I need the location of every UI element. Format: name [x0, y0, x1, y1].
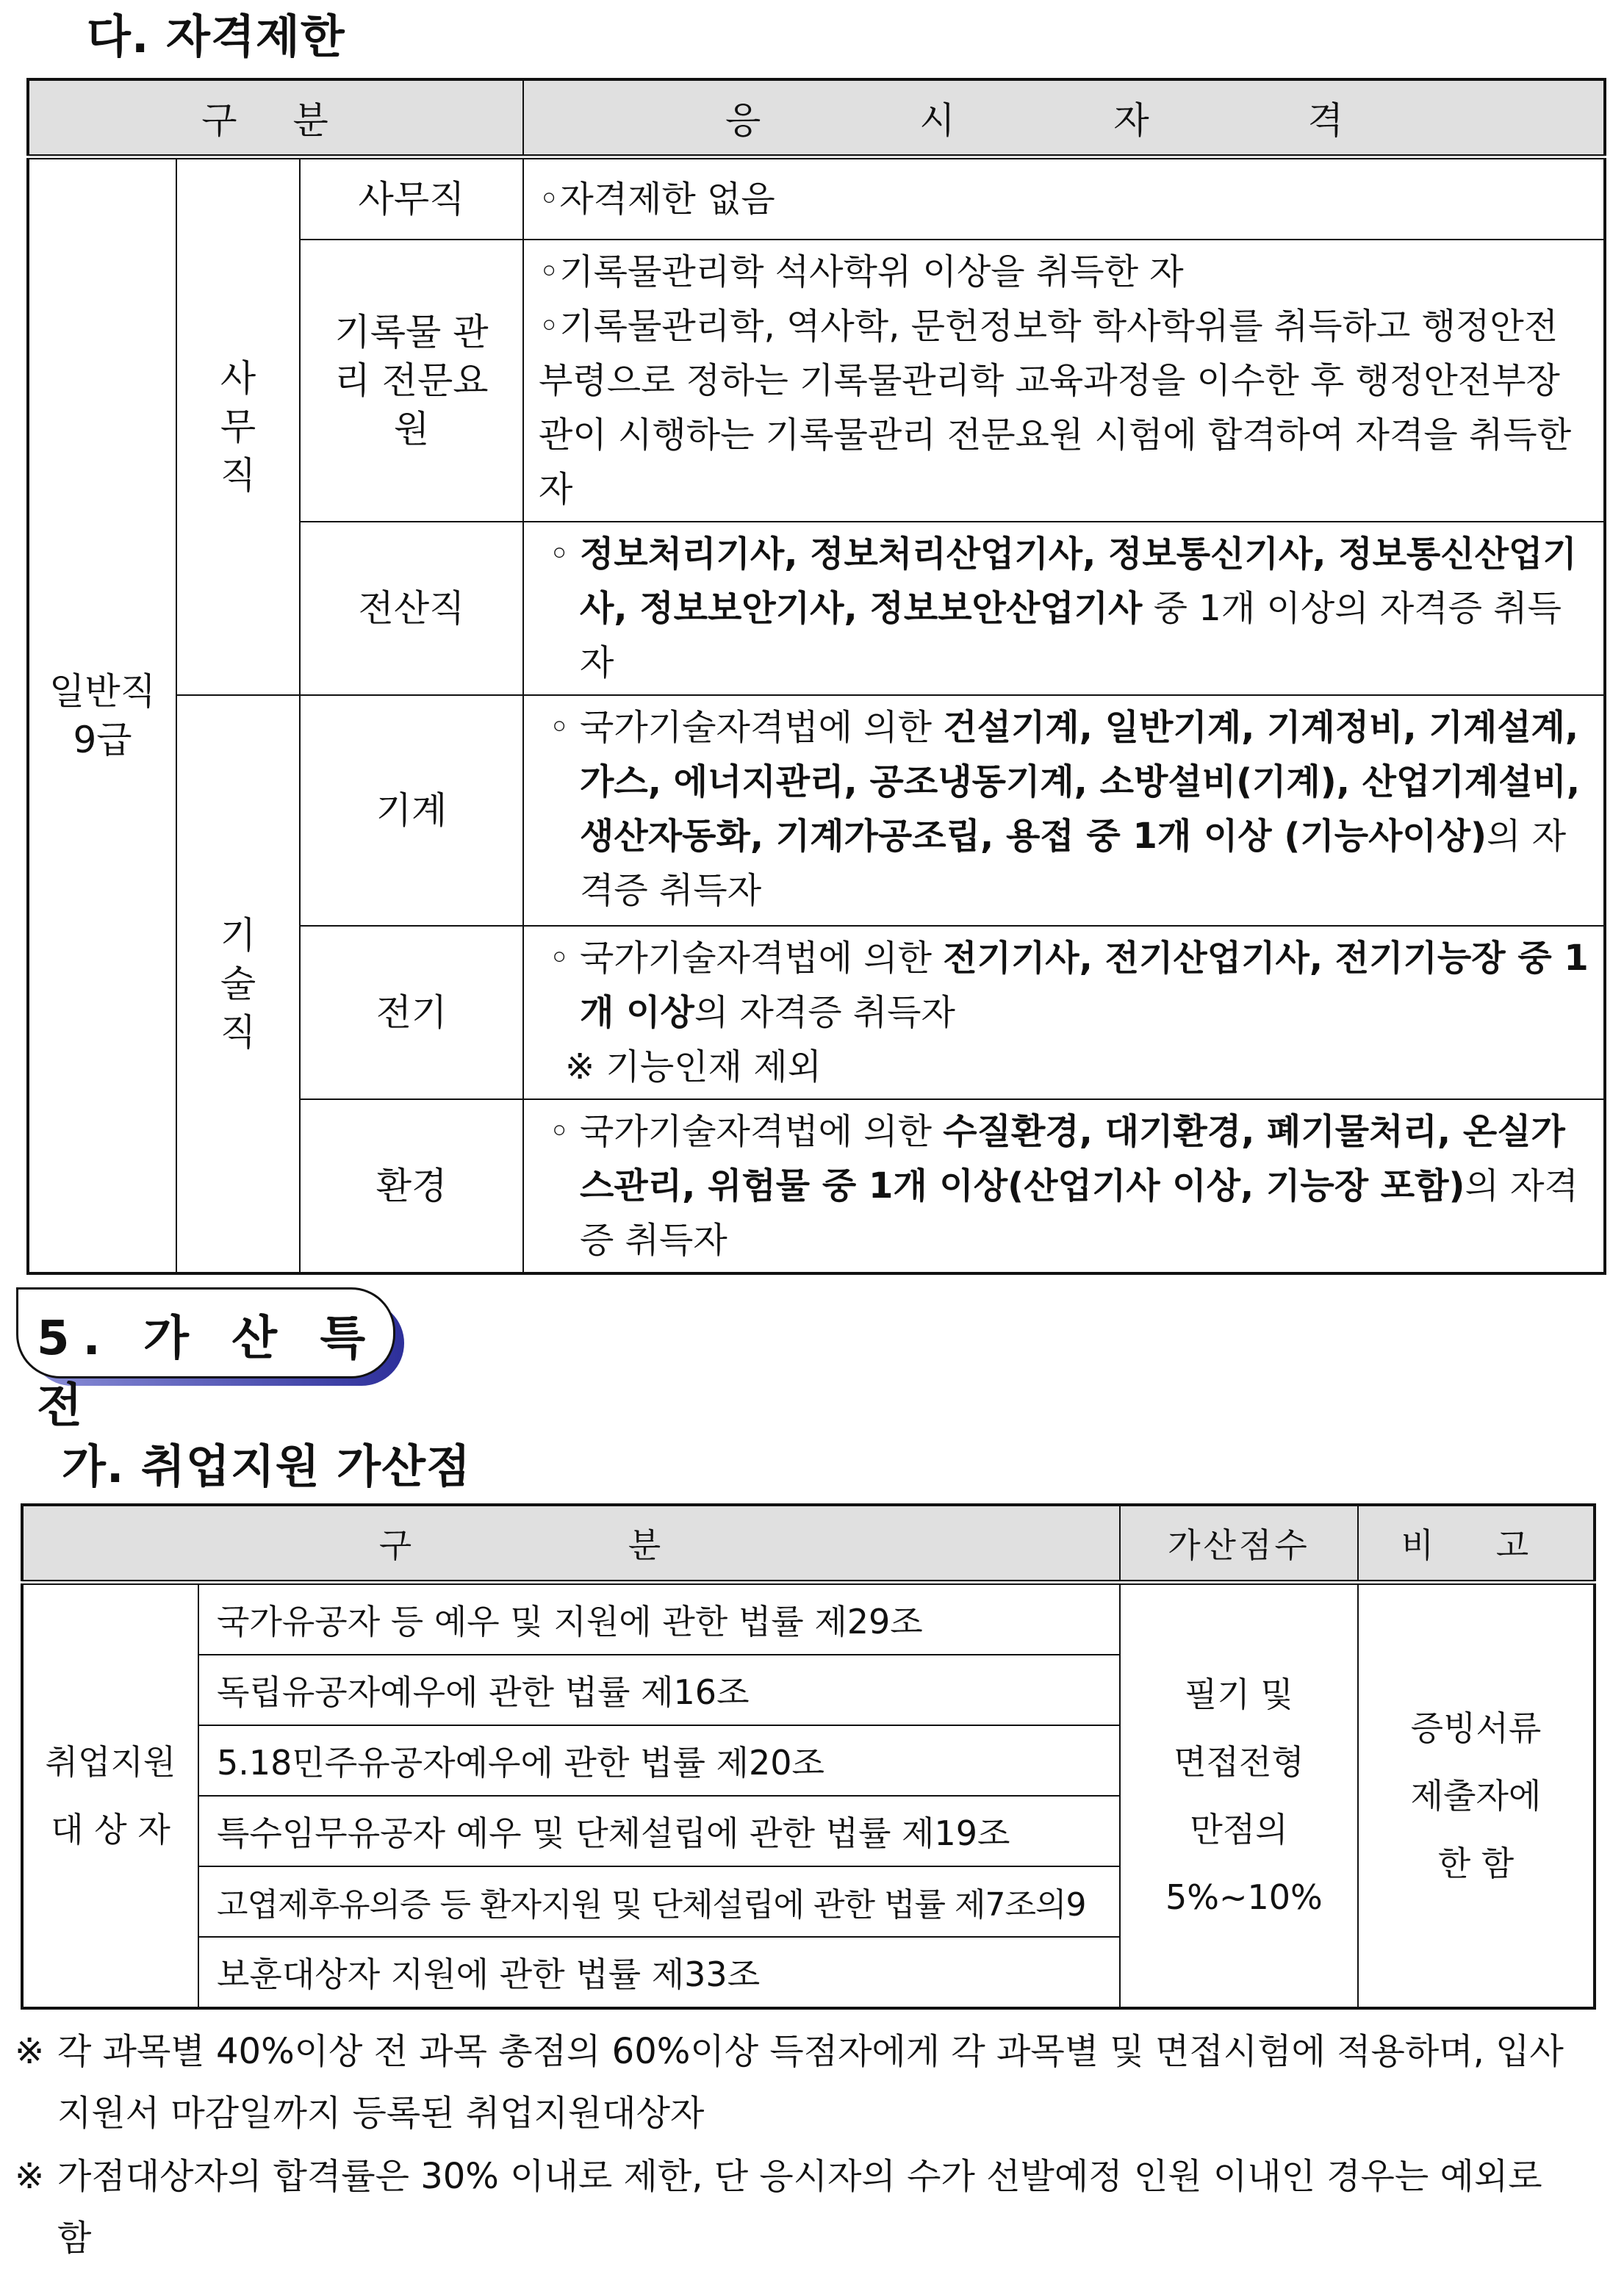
section-5-title-box	[16, 1287, 406, 1434]
header-category: 구 분	[28, 79, 523, 157]
row-name-office: 사무직	[300, 157, 523, 240]
sub-heading-bonus: 가. 취업지원 가산점	[62, 1439, 471, 1493]
row-qual-records: ◦기록물관리학 석사학위 이상을 취득한 자 ◦기록물관리학, 역사학, 문헌정보학 학사학위를 취득하고 행정안전부령으로 정하는 기록물관리학 교육과정을 이수한 후 행정안전부장관이 시행하는 기록물관리 전문요원 시험에 합격하여 자격을 취득한 자	[523, 240, 1605, 522]
bonus-header-row	[22, 1505, 1595, 1583]
row-name-computer: 전산직	[300, 522, 523, 695]
note-mark: ※	[15, 2031, 45, 2072]
row-qual-electric: ◦ 국가기술자격법에 의한 전기기사, 전기산업기사, 전기기능장 중 1개 이상의 자격증 취득자 ※ 기능인재 제외	[523, 926, 1605, 1099]
bonus-header-remarks: 비 고	[1358, 1505, 1595, 1583]
points-cell: 필기 및 면접전형 만점의 5%~10%	[1120, 1583, 1358, 2009]
law-row: 독립유공자예우에 관한 법률 제16조	[198, 1655, 1120, 1725]
group-tech-cell: 기술직	[176, 695, 300, 1273]
bonus-header-category: 구 분	[22, 1505, 1120, 1583]
row-name-machine: 기계	[300, 695, 523, 926]
table-header-row	[28, 79, 1605, 157]
group-admin-cell: 사무직	[176, 157, 300, 695]
law-row: 고엽제후유의증 등 환자지원 및 단체설립에 관한 법률 제7조의9	[198, 1866, 1120, 1937]
note-mark: ※	[15, 2156, 45, 2197]
section-heading-qualification: 다. 자격제한	[87, 10, 345, 63]
grade-cell: 일반직 9급	[28, 157, 176, 1273]
header-qualification: 응 시 자 격	[523, 79, 1605, 157]
row-name-records: 기록물 관리 전문요원	[300, 240, 523, 522]
bonus-table	[21, 1503, 1596, 2010]
law-row: 5.18민주유공자예우에 관한 법률 제20조	[198, 1725, 1120, 1796]
bonus-header-points: 가산점수	[1120, 1505, 1358, 1583]
target-label-cell: 취업지원 대 상 자	[22, 1583, 198, 2009]
section-5-title: 5. 가 산 특 전	[37, 1312, 379, 1434]
row-qual-computer: ◦ 정보처리기사, 정보처리산업기사, 정보통신기사, 정보통신산업기사, 정보보안기사, 정보보안산업기사 중 1개 이상의 자격증 취득자	[523, 522, 1605, 695]
note-1: ※ 각 과목별 40%이상 전 과목 총점의 60%이상 득점자에게 각 과목별 및 면접시험에 적용하며, 입사지원서 마감일까지 등록된 취업지원대상자	[57, 2021, 1586, 2144]
row-qual-environment: ◦ 국가기술자격법에 의한 수질환경, 대기환경, 폐기물처리, 온실가스관리, 위험물 중 1개 이상(산업기사 이상, 기능장 포함)의 자격증 취득자	[523, 1099, 1605, 1273]
law-row: 보훈대상자 지원에 관한 법률 제33조	[198, 1937, 1120, 2008]
remarks-cell: 증빙서류 제출자에 한 함	[1358, 1583, 1595, 2009]
row-qual-office: ◦자격제한 없음	[523, 157, 1605, 240]
law-row: 국가유공자 등 예우 및 지원에 관한 법률 제29조	[198, 1583, 1120, 1655]
qualification-table	[26, 78, 1606, 1275]
note-2: ※ 가점대상자의 합격률은 30% 이내로 제한, 단 응시자의 수가 선발예정 인원 이내인 경우는 예외로 함	[57, 2146, 1586, 2269]
row-qual-machine: ◦ 국가기술자격법에 의한 건설기계, 일반기계, 기계정비, 기계설계, 가스, 에너지관리, 공조냉동기계, 소방설비(기계), 산업기계설비, 생산자동화, 기계가공조립, 용접 중 1개 이상 (기능사이상)의 자격증 취득자	[523, 695, 1605, 926]
law-row: 특수임무유공자 예우 및 단체설립에 관한 법률 제19조	[198, 1796, 1120, 1866]
row-name-electric: 전기	[300, 926, 523, 1099]
row-name-environment: 환경	[300, 1099, 523, 1273]
